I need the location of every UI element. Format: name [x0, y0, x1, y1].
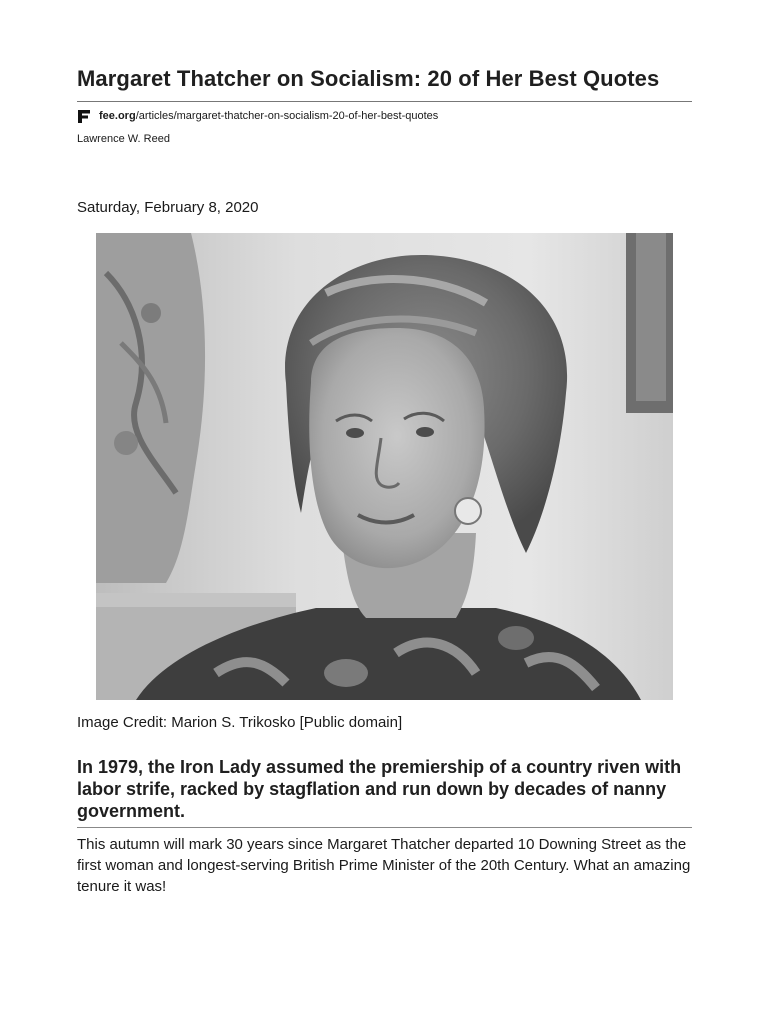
- article-lede: In 1979, the Iron Lady assumed the premiership of a country riven with labor strife, racked by stagflation and run down by decades of nanny government.: [77, 757, 682, 821]
- image-credit: Image Credit: Marion S. Trikosko [Public domain]: [77, 714, 403, 731]
- source-path: /articles/margaret-thatcher-on-socialism-20-of-her-best-quotes: [135, 110, 439, 122]
- source-domain: fee.org: [99, 110, 136, 122]
- fee-logo-icon: [77, 109, 91, 124]
- publish-date: Saturday, February 8, 2020: [77, 199, 259, 216]
- lede-divider: [77, 827, 692, 828]
- title-divider: [77, 101, 692, 102]
- article-title: Margaret Thatcher on Socialism: 20 of Her Best Quotes: [77, 66, 660, 91]
- article-photo: [96, 233, 673, 700]
- article-body-paragraph: This autumn will mark 30 years since Margaret Thatcher departed 10 Downing Street as the first woman and longest-serving British Prime Minister of the 20th Century. What an amazing tenure it was!: [77, 836, 691, 895]
- source-link[interactable]: [77, 108, 438, 124]
- author-name: Lawrence W. Reed: [77, 133, 170, 145]
